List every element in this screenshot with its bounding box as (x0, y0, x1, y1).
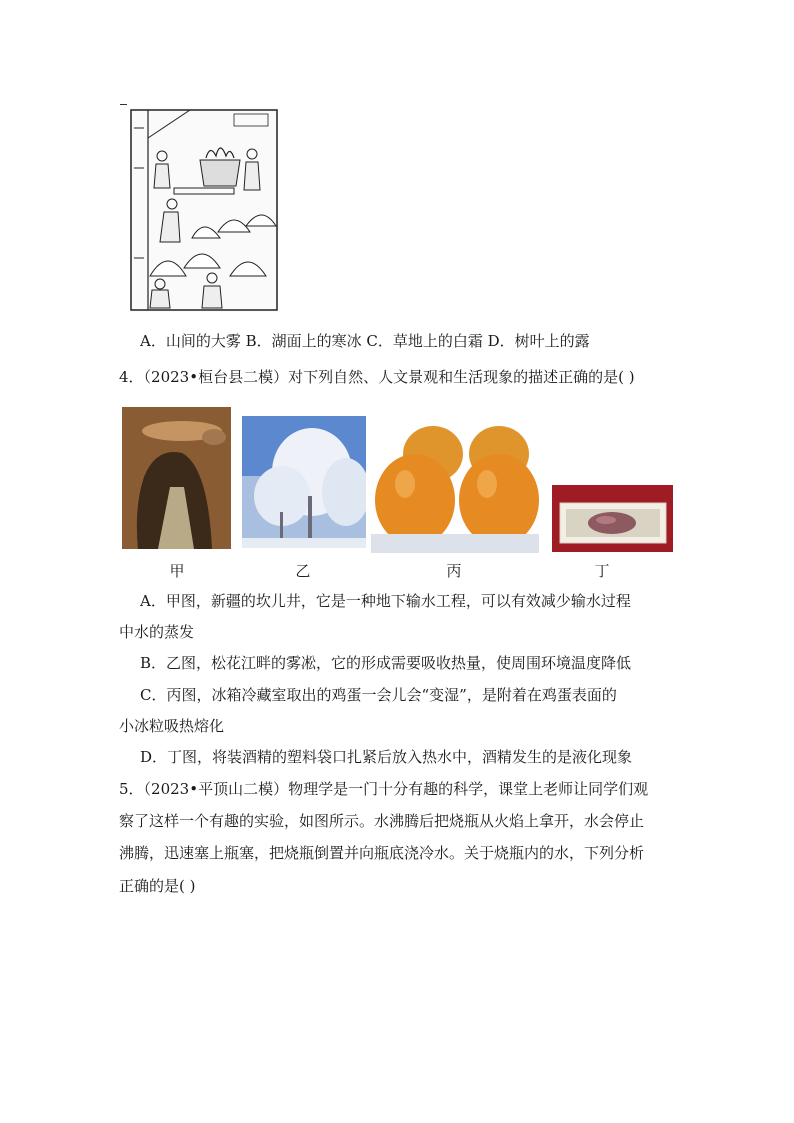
eggs-icon (371, 424, 539, 553)
q5-stem-line3: 沸腾，迅速塞上瓶塞，把烧瓶倒置并向瓶底浇冷水。关于烧瓶内的水，下列分析 (119, 844, 645, 862)
q5-stem-line1: 5．（2023•平顶山二模）物理学是一门十分有趣的科学，课堂上老师让同学们观 (119, 780, 649, 798)
q4-option-c-line1: C．丙图，冰箱冷藏室取出的鸡蛋一会儿会“变湿”，是附着在鸡蛋表面的 (140, 686, 617, 704)
q4-option-b: B．乙图，松花江畔的雾凇，它的形成需要吸收热量，使周围环境温度降低 (140, 654, 632, 672)
caption-bing: 丙 (446, 562, 462, 580)
q4-option-c-line2: 小冰粒吸热熔化 (119, 717, 225, 735)
q4-option-d: D．丁图，将装酒精的塑料袋口扎紧后放入热水中，酒精发生的是液化现象 (140, 748, 633, 766)
q3-options: A．山间的大雾 B．湖面上的寒冰 C．草地上的白霜 D．树叶上的露 (140, 332, 590, 350)
rime-tree-icon (242, 416, 366, 548)
page-marker (120, 104, 127, 105)
q4-stem: 4．（2023•桓台县二模）对下列自然、人文景观和生活现象的描述正确的是( ) (119, 368, 635, 386)
figure-jia-karez (122, 407, 231, 549)
q4-option-a-line2: 中水的蒸发 (119, 623, 195, 641)
figure-ding-alcohol-bag (552, 485, 673, 552)
woodblock-illustration-icon (130, 108, 278, 312)
alcohol-bag-icon (552, 485, 673, 552)
q4-option-a-line1: A．甲图，新疆的坎儿井，它是一种地下输水工程，可以有效减少输水过程 (140, 592, 631, 610)
karez-tunnel-icon (122, 407, 231, 549)
woodblock-illustration (130, 108, 278, 312)
figure-yi-rime-trees (242, 416, 366, 548)
q5-stem-line4: 正确的是( ) (119, 877, 196, 895)
figure-bing-eggs (371, 424, 539, 553)
q5-stem-line2: 察了这样一个有趣的实验，如图所示。水沸腾后把烧瓶从火焰上拿开，水会停止 (119, 812, 645, 830)
caption-yi: 乙 (295, 562, 311, 580)
caption-jia: 甲 (169, 562, 185, 580)
caption-ding: 丁 (594, 562, 610, 580)
